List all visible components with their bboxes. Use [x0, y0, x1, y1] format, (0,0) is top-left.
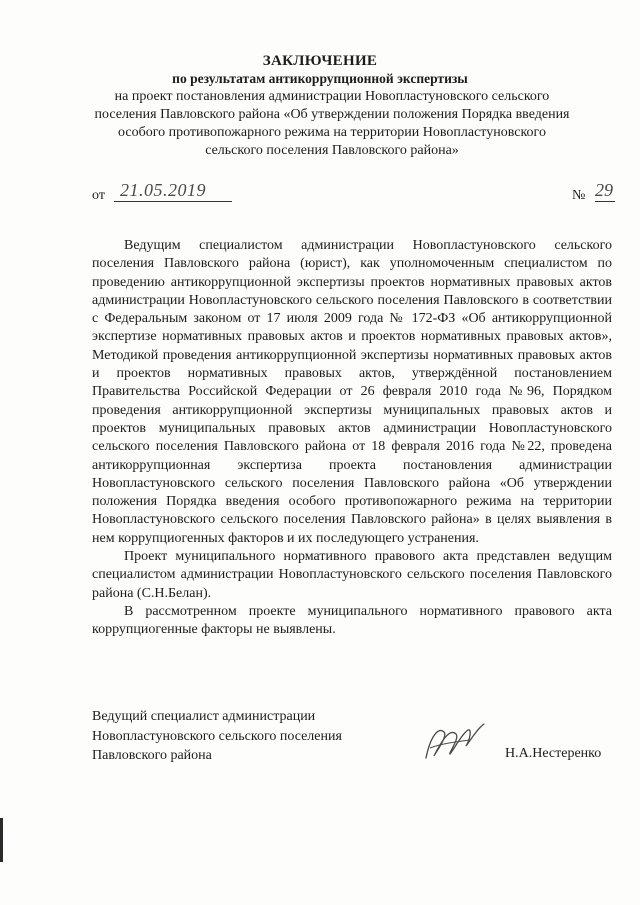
document-subtitle: по результатам антикоррупционной экспертизы	[172, 71, 468, 86]
handwritten-date: 21.05.2019	[120, 180, 206, 200]
signatory-position	[92, 707, 342, 766]
handwritten-signature	[420, 718, 490, 771]
date-number-row	[92, 176, 612, 210]
date-label: от	[92, 188, 105, 203]
document-title: ЗАКЛЮЧЕНИЕ	[262, 53, 378, 69]
paragraph-conclusion: В рассмотренном проекте муниципального нормативного правового акта коррупциогенные факторы не выявлены.	[92, 603, 612, 638]
signature-scribble-icon	[420, 718, 490, 766]
paragraph-expertise: Ведущим специалистом администрации Новопластуновского сельского поселения Павловского района (юрист), как уполномоченным специалистом по проведению антикоррупционной экспертизы проектов нормативных правовых актов администрации Новопластуновского сельского поселения Павловского в соответствии с Федеральным законом от 17 июля 2009 года № 172-ФЗ «Об антикоррупционной экспертизе нормативных правовых актов и проектов нормативных правовых актов», Методикой проведения антикоррупционной экспертизы нормативных правовых актов и проектов нормативных правовых актов, утверждённой постановлением Правительства Российской Федерации от 26 февраля 2010 года №96, Порядком проведения антикоррупционной экспертизы муниципальных правовых актов и проектов муниципальных правовых актов администрации Новопластуновского сельского поселения Павловского района от 18 февраля 2016 года №22, проведена антикоррупционная экспертиза проекта постановления администрации Новопластуновского сельского поселения Павловского района «Об утверждении положения Порядка введения особого противопожарного режима на территории Новопластуновского сельского поселения Павловского района» в целях выявления в нем коррупциогенных факторов и их последующего устранения.	[92, 238, 612, 546]
document-heading: на проект постановления администрации Новопластуновского сельского поселения Павловского района «Об утверждении положения Порядка введения особого противопожарного режима на территории Новопластуновского сельского поселения Павловского района»	[94, 89, 570, 158]
document-body	[92, 237, 612, 640]
signatory-position-line: Новопластуновского сельского поселения	[92, 728, 342, 744]
scan-edge-mark	[0, 818, 3, 862]
handwritten-number: 29	[595, 180, 613, 200]
signatory-position-line: Ведущий специалист администрации	[92, 709, 316, 724]
paragraph-project-submitted: Проект муниципального нормативного правового акта представлен ведущим специалистом администрации Новопластуновского сельского поселения Павловского района (С.Н.Белан).	[92, 549, 612, 601]
signatory-position-line: Павловского района	[92, 748, 212, 763]
date-field	[114, 182, 232, 202]
signatory-name: Н.А.Нестеренко	[505, 746, 602, 761]
number-field	[595, 182, 615, 202]
number-label: №	[572, 188, 586, 203]
